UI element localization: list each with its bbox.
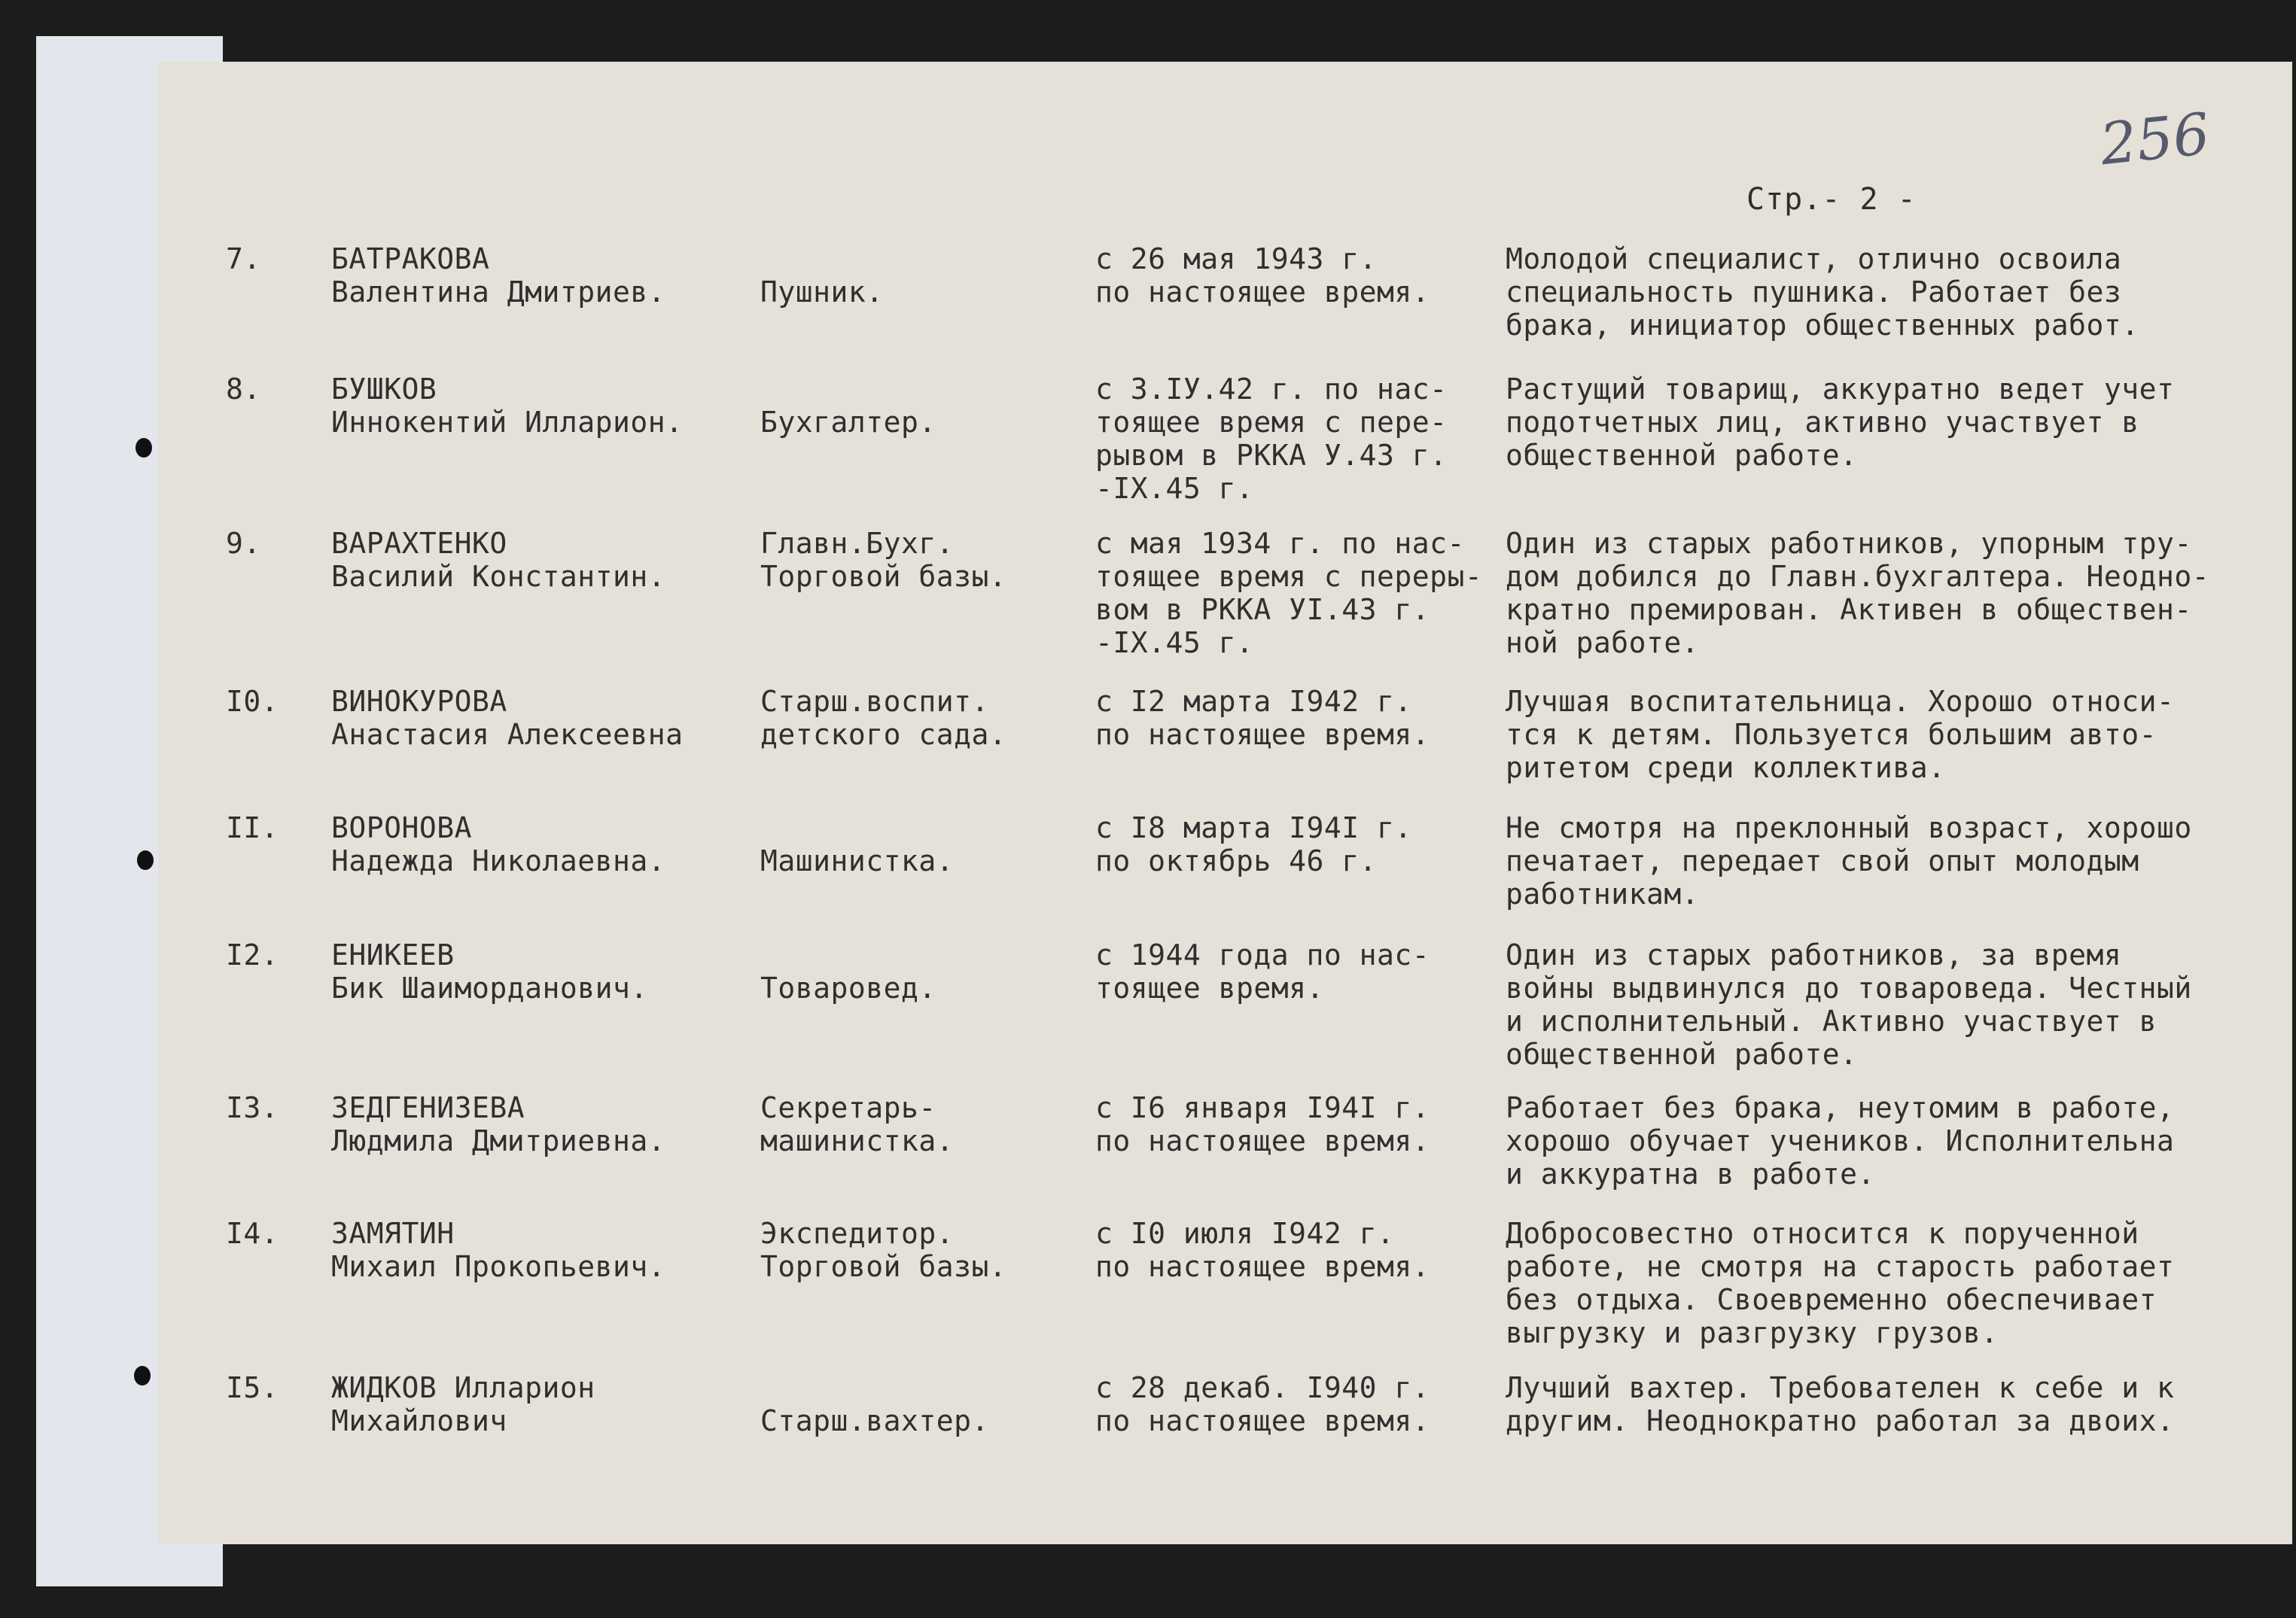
employment-period-line: по октябрь 46 г.: [1095, 844, 1378, 877]
employment-period-line: с I0 июля I942 г.: [1095, 1217, 1395, 1250]
employee-name: [331, 373, 684, 439]
employee-position-line: Секретарь-: [760, 1091, 936, 1124]
employment-period-line: по настоящее время.: [1095, 1250, 1430, 1283]
employment-period: [1095, 242, 1430, 309]
employee-characteristic-line: Молодой специалист, отлично освоила: [1506, 242, 2122, 275]
employee-characteristic: [1506, 527, 2209, 659]
employee-position: [760, 1217, 1006, 1283]
binder-hole: [134, 1366, 151, 1385]
employee-characteristic: [1506, 938, 2192, 1071]
employee-position: [760, 242, 884, 309]
employee-characteristic: [1506, 242, 2139, 342]
employee-position-line: Товаровед.: [760, 972, 936, 1005]
employment-period: [1095, 1371, 1430, 1437]
employee-characteristic-line: тся к детям. Пользуется большим авто-: [1506, 718, 2157, 751]
employee-name-line: ЗЕДГЕНИЗЕВА: [331, 1091, 525, 1124]
employment-period-line: по настоящее время.: [1095, 718, 1430, 751]
employee-name: [331, 1371, 595, 1437]
employee-name: [331, 1217, 665, 1283]
employee-characteristic: [1506, 1217, 2174, 1349]
employee-name-line: Людмила Дмитриевна.: [331, 1124, 666, 1157]
employee-characteristic-line: работе, не смотря на старость работает: [1506, 1250, 2175, 1283]
employee-characteristic-line: дом добился до Главн.бухгалтера. Неодно-: [1506, 560, 2210, 593]
row-number: I0.: [226, 685, 279, 718]
employee-name: [331, 527, 665, 593]
employee-name-line: Михайлович: [331, 1404, 507, 1437]
employee-characteristic-line: подотчетных лиц, активно участвует в: [1506, 406, 2139, 439]
row-number: 9.: [226, 527, 261, 560]
employee-name: [331, 938, 648, 1005]
employee-name-line: ВАРАХТЕНКО: [331, 527, 507, 560]
employee-position-line: Торговой базы.: [760, 560, 1007, 593]
employment-period-line: с мая 1934 г. по нас-: [1095, 527, 1465, 560]
employee-name: [331, 1091, 665, 1157]
employee-name: [331, 685, 684, 751]
employee-characteristic-line: другим. Неоднократно работал за двоих.: [1506, 1404, 2175, 1437]
employee-characteristic-line: Работает без брака, неутомим в работе,: [1506, 1091, 2175, 1124]
employee-position-line: Старш.воспит.: [760, 685, 989, 718]
binder-hole: [136, 438, 152, 458]
employee-name-line: Бик Шаиморданович.: [331, 972, 648, 1005]
employee-position: [760, 685, 1006, 751]
employee-position: [760, 1091, 954, 1157]
employee-characteristic-line: работникам.: [1506, 877, 1700, 911]
employment-period-line: тоящее время с пере-: [1095, 406, 1448, 439]
employee-name-line: Анастасия Алексеевна: [331, 718, 684, 751]
handwritten-page-number: 256: [2097, 99, 2213, 178]
employee-characteristic-line: Растущий товарищ, аккуратно ведет учет: [1506, 373, 2175, 406]
employee-characteristic-line: общественной работе.: [1506, 1038, 1858, 1071]
employee-characteristic: [1506, 1371, 2174, 1437]
employee-position-line: Старш.вахтер.: [760, 1404, 989, 1437]
employee-position-line: Пушник.: [760, 275, 884, 309]
employee-characteristic-line: и аккуратна в работе.: [1506, 1157, 1875, 1191]
row-number: I2.: [226, 938, 279, 972]
row-number: I5.: [226, 1371, 279, 1404]
employment-period: [1095, 811, 1412, 877]
employee-characteristic-line: Лучшая воспитательница. Хорошо относи-: [1506, 685, 2175, 718]
employee-position: [760, 938, 936, 1005]
employment-period-line: по настоящее время.: [1095, 1124, 1430, 1157]
employment-period: [1095, 527, 1482, 659]
binder-hole: [137, 850, 154, 870]
employment-period-line: тоящее время.: [1095, 972, 1324, 1005]
employee-characteristic: [1506, 685, 2174, 784]
page-header: Стр.- 2 -: [1746, 182, 1917, 217]
employee-characteristic-line: Добросовестно относится к порученной: [1506, 1217, 2139, 1250]
employment-period: [1095, 1217, 1430, 1283]
employee-characteristic-line: выгрузку и разгрузку грузов.: [1506, 1316, 1999, 1349]
employee-name-line: Надежда Николаевна.: [331, 844, 666, 877]
employee-characteristic-line: брака, инициатор общественных работ.: [1506, 309, 2139, 342]
employee-position: [760, 1371, 989, 1437]
employee-position-line: Главн.Бухг.: [760, 527, 955, 560]
row-number: 8.: [226, 373, 261, 406]
employee-name-line: ЖИДКОВ Илларион: [331, 1371, 595, 1404]
row-number: I4.: [226, 1217, 279, 1250]
employment-period-line: -IX.45 г.: [1095, 472, 1254, 505]
employee-name-line: Михаил Прокопьевич.: [331, 1250, 666, 1283]
employee-characteristic-line: и исполнительный. Активно участвует в: [1506, 1005, 2157, 1038]
employee-name-line: ВИНОКУРОВА: [331, 685, 507, 718]
employment-period-line: с 3.IУ.42 г. по нас-: [1095, 373, 1448, 406]
employment-period: [1095, 1091, 1430, 1157]
row-number: 7.: [226, 242, 261, 275]
employment-period-line: с 28 декаб. I940 г.: [1095, 1371, 1430, 1404]
employment-period: [1095, 685, 1430, 751]
employee-position-line: Бухгалтер.: [760, 406, 936, 439]
employee-position-line: машинистка.: [760, 1124, 955, 1157]
employee-characteristic-line: Не смотря на преклонный возраст, хорошо: [1506, 811, 2192, 844]
employee-name: [331, 242, 665, 309]
employee-characteristic-line: ритетом среди коллектива.: [1506, 751, 1946, 784]
employment-period: [1095, 373, 1448, 505]
employee-name-line: БУШКОВ: [331, 373, 437, 406]
employee-characteristic-line: хорошо обучает учеников. Исполнительна: [1506, 1124, 2175, 1157]
employment-period-line: вом в РККА УI.43 г.: [1095, 593, 1430, 626]
employee-position: [760, 527, 1006, 593]
employment-period-line: по настоящее время.: [1095, 1404, 1430, 1437]
employee-name-line: ВОРОНОВА: [331, 811, 473, 844]
employee-characteristic: [1506, 811, 2192, 911]
employee-position: [760, 373, 936, 439]
employee-position-line: Экспедитор.: [760, 1217, 955, 1250]
row-number: I3.: [226, 1091, 279, 1124]
employee-name-line: Иннокентий Илларион.: [331, 406, 684, 439]
employee-name-line: ЗАМЯТИН: [331, 1217, 455, 1250]
employment-period-line: с I6 января I94I г.: [1095, 1091, 1430, 1124]
employee-name-line: Василий Константин.: [331, 560, 666, 593]
employee-characteristic: [1506, 1091, 2174, 1191]
employee-position: [760, 811, 954, 877]
employee-position-line: Торговой базы.: [760, 1250, 1007, 1283]
employment-period: [1095, 938, 1430, 1005]
employee-characteristic-line: Один из старых работников, упорным тру-: [1506, 527, 2192, 560]
employment-period-line: по настоящее время.: [1095, 275, 1430, 309]
employee-characteristic-line: Один из старых работников, за время: [1506, 938, 2122, 972]
employee-characteristic-line: печатает, передает свой опыт молодым: [1506, 844, 2139, 877]
employment-period-line: с I2 марта I942 г.: [1095, 685, 1412, 718]
employee-characteristic-line: войны выдвинулся до товароведа. Честный: [1506, 972, 2192, 1005]
employment-period-line: рывом в РККА У.43 г.: [1095, 439, 1448, 472]
employment-period-line: с 26 мая 1943 г.: [1095, 242, 1378, 275]
employee-characteristic-line: ной работе.: [1506, 626, 1700, 659]
employee-characteristic-line: общественной работе.: [1506, 439, 1858, 472]
employee-name-line: ЕНИКЕЕВ: [331, 938, 455, 972]
employee-characteristic-line: Лучший вахтер. Требователен к себе и к: [1506, 1371, 2175, 1404]
employee-name: [331, 811, 665, 877]
row-number: II.: [226, 811, 279, 844]
employment-period-line: -IX.45 г.: [1095, 626, 1254, 659]
employee-characteristic-line: специальность пушника. Работает без: [1506, 275, 2122, 309]
employee-name-line: Валентина Дмитриев.: [331, 275, 666, 309]
employment-period-line: с 1944 года по нас-: [1095, 938, 1430, 972]
employee-name-line: БАТРАКОВА: [331, 242, 490, 275]
employee-characteristic-line: без отдыха. Своевременно обеспечивает: [1506, 1283, 2157, 1316]
employee-position-line: Машинистка.: [760, 844, 955, 877]
employee-characteristic: [1506, 373, 2174, 472]
employee-position-line: детского сада.: [760, 718, 1007, 751]
employee-characteristic-line: кратно премирован. Активен в обществен-: [1506, 593, 2192, 626]
employment-period-line: тоящее время с переры-: [1095, 560, 1483, 593]
employment-period-line: с I8 марта I94I г.: [1095, 811, 1412, 844]
